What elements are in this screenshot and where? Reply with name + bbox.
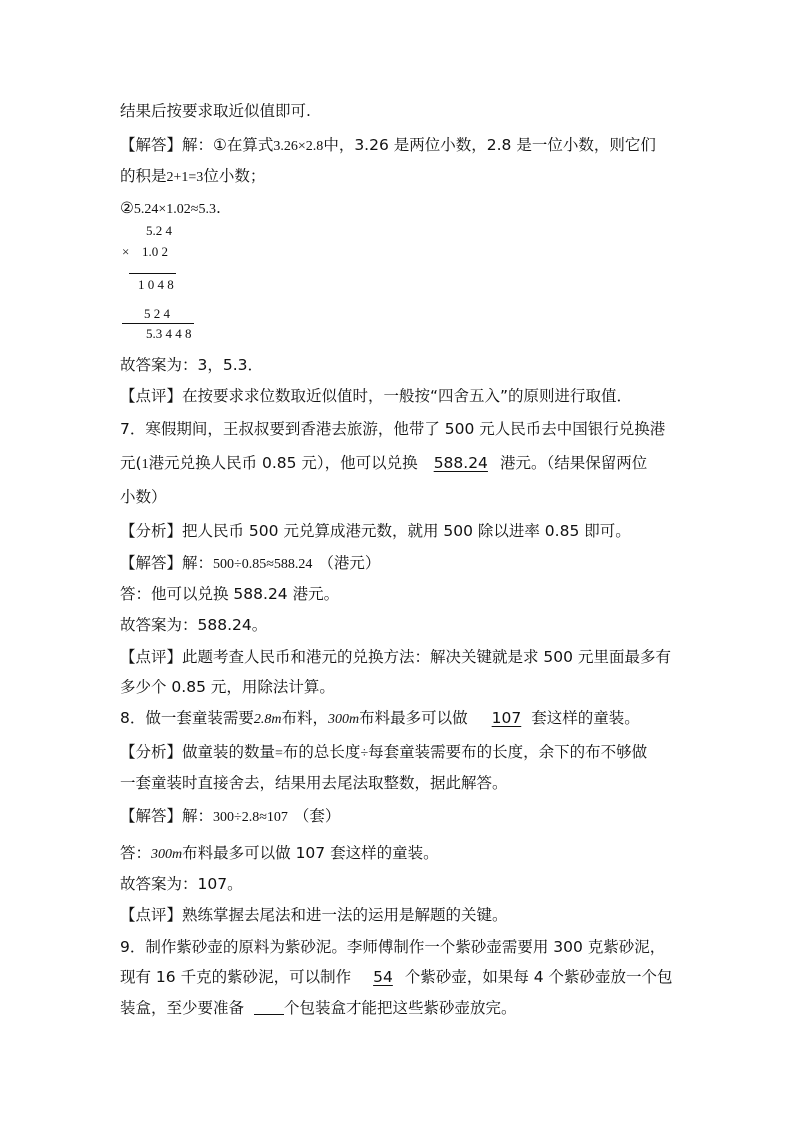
answer-line	[120, 615, 267, 635]
text: 套这样的童装。	[531, 709, 640, 727]
text: 港元兑换人民币 0.85 元），他可以兑换	[148, 454, 418, 472]
text: 【点评】熟练掌握去尾法和进一法的运用是解题的关键。	[120, 906, 508, 924]
math-symbol: =	[275, 746, 283, 761]
text-line	[120, 135, 656, 157]
question-7-stem	[120, 453, 647, 475]
text: 故答案为：107。	[120, 875, 243, 893]
calc-row-partial-1: 1 0 4 8	[138, 277, 174, 292]
text-line	[120, 101, 311, 121]
text: 9．制作紫砂壶的原料为紫砂泥。李师傅制作一个紫砂壶需要用 300 克紫砂泥，	[120, 938, 666, 956]
question-8-stem	[120, 708, 640, 730]
text: 布料最多可以做 107 套这样的童装。	[182, 844, 439, 862]
answer-line	[120, 874, 243, 894]
reply-line	[120, 584, 339, 604]
answer-line	[120, 355, 263, 375]
text: 位小数；	[203, 167, 266, 185]
text: 【分析】做童装的数量	[120, 743, 276, 761]
text: （港元）	[318, 554, 381, 572]
text: 【分析】把人民币 500 元兑算成港元数，就用 500 除以进率 0.85 即可。	[120, 522, 631, 540]
text: 装盒，至少要准备	[120, 999, 245, 1017]
math-expression: 2+1=3	[166, 170, 204, 185]
analysis-line	[120, 521, 631, 541]
text: 布料最多可以做	[359, 709, 468, 727]
multiply-sign: ×	[122, 244, 130, 259]
question-7-stem	[120, 487, 167, 507]
math-expression: 300m	[328, 712, 360, 727]
text: 【点评】在按要求求位数取近似值时，一般按“四舍五入”的原则进行取值．	[120, 387, 633, 405]
text: 【解答】解：	[120, 807, 214, 825]
text: 港元。（结果保留两位	[499, 454, 648, 472]
answer-blank: 588.24	[433, 454, 488, 472]
text: （套）	[293, 807, 341, 825]
math-expression: 500÷0.85≈588.24	[213, 557, 313, 572]
math-expression: 300÷2.8≈107	[213, 810, 288, 825]
question-9-stem	[120, 967, 673, 987]
solution-line	[120, 553, 380, 575]
text: 的积是	[120, 167, 167, 185]
question-7-stem	[120, 419, 665, 439]
text: 答：	[120, 844, 152, 862]
calc-row-multiplier: 1.0 2	[142, 244, 168, 259]
text-line	[120, 166, 265, 188]
text: 【解答】解：①在算式	[120, 136, 274, 154]
review-line	[120, 677, 335, 697]
analysis-line	[120, 773, 508, 793]
text: 个紫砂壶，如果每 4 个紫砂壶放一个包	[404, 968, 673, 986]
text: 结果后按要求取近似值即可.	[120, 102, 311, 120]
text: ②	[120, 199, 134, 217]
answer-blank: 54	[373, 968, 393, 986]
text: 答：他可以兑换 588.24 港元。	[120, 585, 340, 603]
review-line	[120, 905, 508, 925]
math-expression: 1	[141, 457, 149, 472]
text: 每套童装需要布的长度，余下的布不够做	[368, 743, 648, 761]
text: 【点评】此题考查人民币和港元的兑换方法：解决关键就是求 500 元里面最多有	[120, 648, 671, 666]
text: 布料，	[281, 709, 329, 727]
math-expression: 5.24×1.02≈5.3	[133, 202, 216, 217]
text: 个包装盒才能把这些紫砂壶放完。	[284, 999, 517, 1017]
question-9-stem	[120, 937, 665, 957]
calc-row-product: 5.3 4 4 8	[146, 326, 192, 341]
math-expression: 300m	[151, 847, 183, 862]
text: 现有 16 千克的紫砂泥，可以制作	[120, 968, 352, 986]
text: 7．寒假期间，王叔叔要到香港去旅游，他带了 500 元人民币去中国银行兑换港	[120, 420, 666, 438]
empty-answer-blank	[254, 1000, 284, 1015]
text: 小数）	[120, 488, 167, 506]
text-line	[120, 198, 221, 220]
text: 故答案为：3，5.3．	[120, 356, 264, 374]
calc-row-partial-2: 5 2 4	[144, 306, 170, 321]
text: 8．做一套童装需要	[120, 709, 254, 727]
text: 一套童装时直接舍去，结果用去尾法取整数，据此解答。	[120, 774, 508, 792]
analysis-line	[120, 742, 647, 764]
text: 布的总长度	[282, 743, 361, 761]
math-expression: 3.26×2.8	[273, 139, 324, 154]
review-line	[120, 386, 632, 406]
calc-row-multiplicand: 5.2 4	[146, 223, 172, 238]
text: 多少个 0.85 元，用除法计算。	[120, 678, 335, 696]
text: 元(	[120, 454, 142, 472]
math-expression: 2.8m	[253, 712, 282, 727]
text: 故答案为：588.24。	[120, 616, 268, 634]
text: .	[216, 199, 221, 217]
solution-line	[120, 806, 340, 828]
answer-blank: 107	[491, 709, 522, 727]
review-line	[120, 647, 671, 667]
text: 中，3.26 是两位小数，2.8 是一位小数，则它们	[323, 136, 656, 154]
question-9-stem	[120, 998, 517, 1018]
calc-divider	[129, 273, 176, 274]
math-symbol: ÷	[360, 746, 369, 761]
text: 【解答】解：	[120, 554, 214, 572]
reply-line	[120, 843, 439, 865]
calc-divider	[122, 323, 194, 324]
